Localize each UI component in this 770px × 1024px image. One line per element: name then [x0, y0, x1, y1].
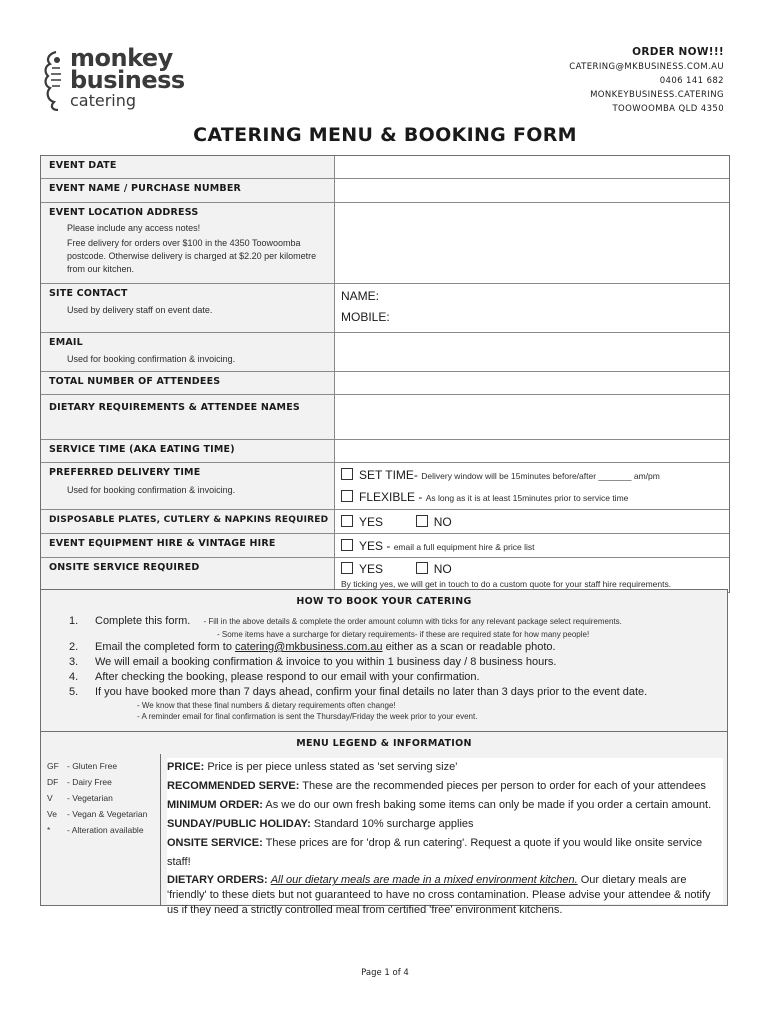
how-to-book-section — [40, 589, 728, 732]
step-5-note-1: - We know that these final numbers & dietary requirements often change! — [137, 701, 396, 710]
service-time-field[interactable] — [335, 440, 729, 462]
booking-email-link[interactable]: catering@mkbusiness.com.au — [235, 641, 383, 653]
equipment-yes-label: YES - — [359, 539, 391, 553]
location-field[interactable] — [335, 203, 729, 283]
form-row-dietary — [41, 395, 729, 440]
disposables-label: DISPOSABLE PLATES, CUTLERY & NAPKINS REQUIRED — [49, 515, 329, 525]
set-time-checkbox[interactable] — [341, 468, 353, 480]
contact-location: TOOWOOMBA QLD 4350 — [612, 104, 724, 114]
attendees-label: TOTAL NUMBER OF ATTENDEES — [49, 376, 221, 387]
contact-email[interactable]: CATERING@MKBUSINESS.COM.AU — [569, 62, 724, 72]
service-time-label: SERVICE TIME (AKA EATING TIME) — [49, 444, 235, 455]
step-3-text: We will email a booking confirmation & invoice to you within 1 business day / 8 business hours. — [95, 656, 557, 668]
legend-holiday: SUNDAY/PUBLIC HOLIDAY: Standard 10% surcharge applies — [167, 818, 474, 830]
step-4: 4. After checking the booking, please respond to our email with your confirmation. — [69, 671, 480, 683]
onsite-yes-label: YES — [359, 562, 384, 576]
form-row-equipment — [41, 534, 729, 558]
attendees-field[interactable] — [335, 372, 729, 394]
company-logo — [42, 46, 192, 116]
legend-code-v: V - Vegetarian — [47, 793, 113, 803]
site-contact-label: SITE CONTACT — [49, 288, 128, 299]
legend-code-df: DF - Dairy Free — [47, 777, 112, 787]
form-row-attendees — [41, 372, 729, 395]
event-date-field[interactable] — [335, 156, 729, 178]
flexible-note: As long as it is at least 15minutes prior to service time — [425, 493, 629, 503]
legend-info — [167, 758, 723, 916]
contact-block — [569, 44, 724, 116]
step-5-text: If you have booked more than 7 days ahead, confirm your final details no later than 3 days prior to the event date. — [95, 686, 648, 698]
step-2-text-end: either as a scan or readable photo. — [385, 641, 556, 653]
location-label: EVENT LOCATION ADDRESS — [49, 207, 199, 218]
event-name-label: EVENT NAME / PURCHASE NUMBER — [49, 183, 242, 194]
menu-legend-title: MENU LEGEND & INFORMATION — [296, 738, 472, 749]
form-row-service-time — [41, 440, 729, 463]
disposables-yes-checkbox[interactable] — [341, 515, 353, 527]
onsite-label: ONSITE SERVICE REQUIRED — [49, 562, 200, 573]
disposables-no-label: NO — [433, 515, 452, 529]
legend-minimum-order: MINIMUM ORDER: As we do our own fresh baking some items can only be made if you order a certain amount. — [167, 799, 712, 811]
email-field[interactable] — [335, 333, 729, 371]
menu-legend-section — [40, 732, 728, 916]
logo-word-business: business — [70, 66, 185, 94]
disposables-yes-label: YES — [359, 515, 384, 529]
step-1-note-2: - Some items have a surcharge for dietary requirements- if these are required state for how many people! — [217, 630, 590, 639]
order-now-heading: ORDER NOW!!! — [632, 46, 724, 58]
site-contact-note: Used by delivery staff on event date. — [67, 305, 213, 315]
legend-divider — [160, 754, 161, 905]
logo-word-catering: catering — [70, 91, 137, 110]
step-1: 1. Complete this form. - Fill in the above details & complete the order amount column with ticks for any relevant package select requirements. — [69, 615, 622, 627]
email-note: Used for booking confirmation & invoicing. — [67, 354, 236, 364]
onsite-no-checkbox[interactable] — [416, 562, 428, 574]
form-row-email — [41, 333, 729, 372]
page-number: Page 1 of 4 — [361, 968, 409, 978]
delivery-time-note: Used for booking confirmation & invoicing. — [67, 485, 236, 495]
disposables-no-checkbox[interactable] — [416, 515, 428, 527]
contact-phone: 0406 141 682 — [659, 76, 724, 86]
dietary-label: DIETARY REQUIREMENTS & ATTENDEE NAMES — [49, 402, 300, 413]
equipment-label: EVENT EQUIPMENT HIRE & VINTAGE HIRE — [49, 538, 276, 549]
legend-price: PRICE: Price is per piece unless stated as 'set serving size' — [167, 761, 458, 773]
contact-website[interactable]: MONKEYBUSINESS.CATERING — [590, 90, 724, 100]
location-note-access: Please include any access notes! — [67, 223, 201, 233]
equipment-yes-checkbox[interactable] — [341, 539, 353, 551]
dietary-field[interactable] — [335, 395, 729, 439]
step-1-text: Complete this form. — [95, 615, 191, 627]
form-row-disposables — [41, 510, 729, 534]
legend-codes — [47, 758, 159, 838]
form-row-delivery-time — [41, 463, 729, 510]
legend-code-alteration: * - Alteration available — [47, 825, 144, 835]
page-title: CATERING MENU & BOOKING FORM — [193, 124, 577, 146]
step-3: 3. We will email a booking confirmation & invoice to you within 1 business day / 8 business hours. — [69, 656, 557, 668]
set-time-option[interactable] — [341, 465, 729, 487]
form-row-event-date — [41, 156, 729, 179]
logo-word-monkey: monkey — [70, 44, 173, 72]
event-name-field[interactable] — [335, 179, 729, 202]
legend-dietary-orders: DIETARY ORDERS: All our dietary meals are made in a mixed environment kitchen. Our dietary meals are 'friendly' to these diets but not guaranteed to have no cross contamination. Please advise your attendee & notify us if they need a strictly controlled meal from certified 'free' environment kitchens. — [167, 874, 711, 916]
step-2-text: Email the completed form to — [95, 641, 232, 653]
event-date-label: EVENT DATE — [49, 160, 117, 171]
booking-form-table — [40, 155, 730, 593]
set-time-note: Delivery window will be 15minutes before/after _______ am/pm — [421, 471, 660, 481]
legend-code-gf: GF - Gluten Free — [47, 761, 118, 771]
legend-recommended-serve: RECOMMENDED SERVE: These are the recommended pieces per person to order for each of your attendees — [167, 780, 706, 792]
delivery-time-label: PREFERRED DELIVERY TIME — [49, 467, 201, 478]
legend-onsite-service: ONSITE SERVICE: These prices are for 'drop & run catering'. Request a quote if you would like onsite service staff! — [167, 837, 703, 868]
location-note-delivery: Free delivery for orders over $100 in the 4350 Toowoomba postcode. Otherwise delivery is charged at $2.20 per kilometre from our kitchen. — [67, 238, 317, 274]
how-to-book-title: HOW TO BOOK YOUR CATERING — [296, 596, 472, 607]
site-contact-name-field[interactable]: NAME: — [341, 289, 380, 303]
flexible-option[interactable] — [341, 487, 729, 509]
step-4-text: After checking the booking, please respond to our email with your confirmation. — [95, 671, 480, 683]
set-time-label: SET TIME- — [359, 468, 418, 482]
step-5: 5. If you have booked more than 7 days ahead, confirm your final details no later than 3 days prior to the event date. — [69, 686, 648, 698]
onsite-no-label: NO — [433, 562, 452, 576]
form-row-location — [41, 203, 729, 284]
flexible-checkbox[interactable] — [341, 490, 353, 502]
flexible-label: FLEXIBLE - — [359, 490, 423, 504]
monkey-logo-icon — [42, 50, 64, 112]
step-2: 2. Email the completed form to catering@mkbusiness.com.au either as a scan or readable photo. — [69, 641, 556, 653]
equipment-note: email a full equipment hire & price list — [393, 542, 535, 552]
legend-code-ve: Ve - Vegan & Vegetarian — [47, 809, 148, 819]
form-row-onsite — [41, 558, 729, 593]
step-5-note-2: - A reminder email for final confirmation is sent the Thursday/Friday the week prior to your event. — [137, 712, 478, 721]
email-label: EMAIL — [49, 337, 83, 348]
onsite-yes-checkbox[interactable] — [341, 562, 353, 574]
form-row-site-contact — [41, 284, 729, 333]
onsite-note: By ticking yes, we will get in touch to do a custom quote for your staff hire requirements. — [341, 579, 672, 589]
site-contact-mobile-field[interactable]: MOBILE: — [341, 310, 390, 324]
step-1-note-1: - Fill in the above details & complete the order amount column with ticks for any relevant package select requirements. — [203, 617, 622, 626]
form-row-event-name — [41, 179, 729, 203]
